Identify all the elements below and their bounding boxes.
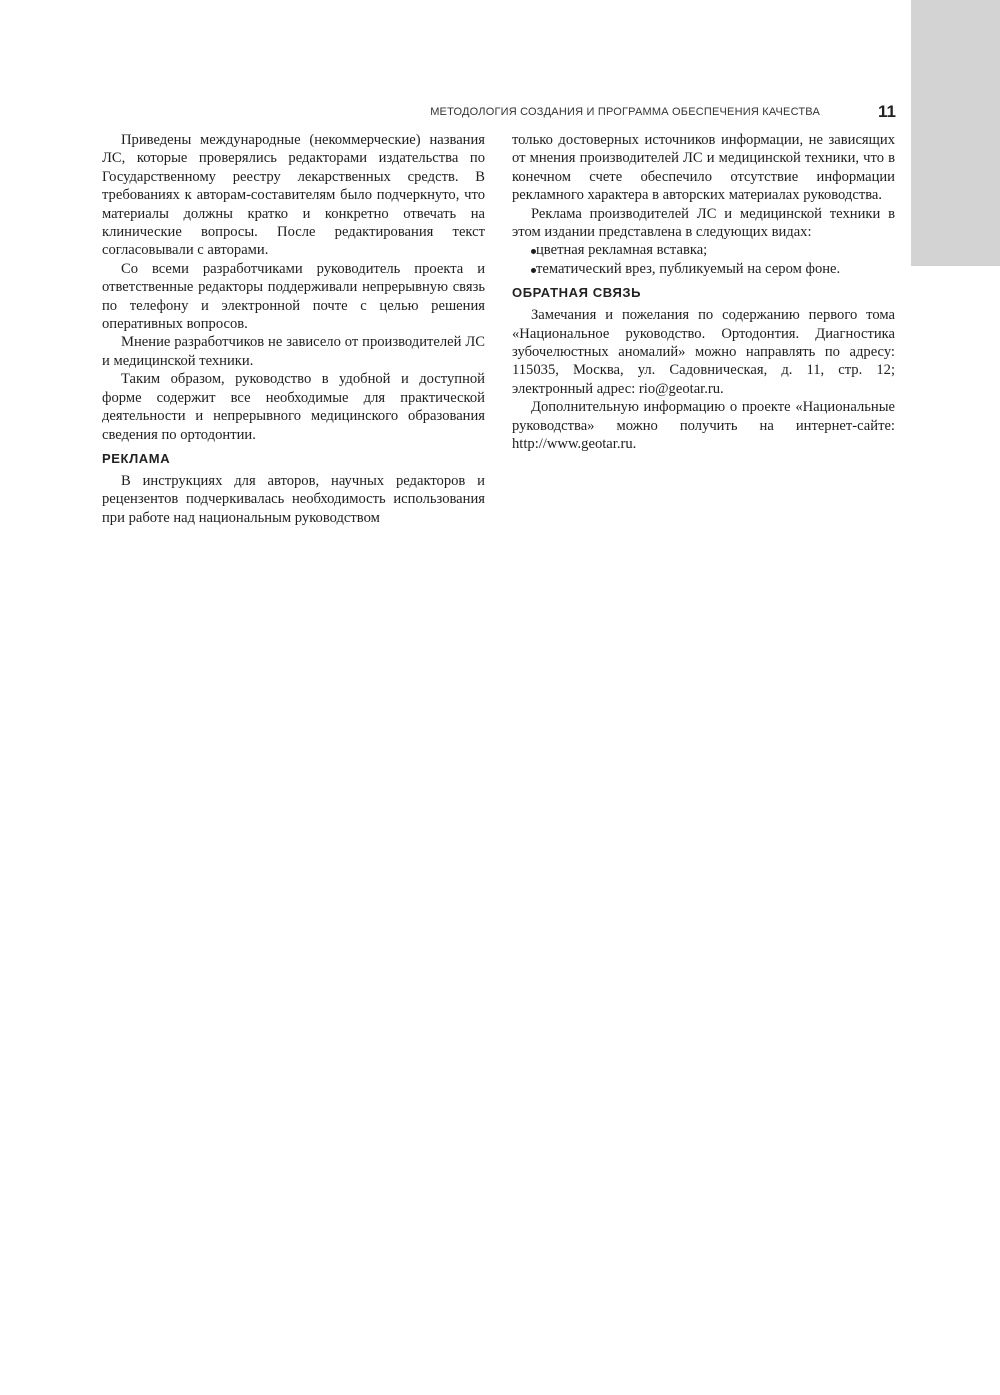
bullet-list — [512, 241, 895, 278]
paragraph: В инструкциях для авторов, научных редакторов и рецензентов подчеркивалась необходимость использования при работе над национальным руководством — [102, 472, 485, 526]
list-item — [512, 241, 895, 259]
bullet-icon — [531, 268, 536, 273]
list-item-text: тематический врез, публикуемый на сером фоне. — [536, 260, 841, 277]
section-heading-feedback: ОБРАТНАЯ СВЯЗЬ — [512, 285, 642, 301]
left-column — [102, 131, 485, 527]
paragraph: Таким образом, руководство в удобной и доступной форме содержит все необходимые для практической деятельности и непрерывного медицинского образования сведения по ортодонтии. — [102, 371, 485, 443]
paragraph-continuation: только достоверных источников информации, не зависящих от мнения производителей ЛС и медицинской техники, что в конечном счете обеспечило отсутствие информации рекламного характера в авторских материалах руководства. — [512, 132, 895, 204]
paragraph: Дополнительную информацию о проекте «Национальные руководства» можно получить на интернет-сайте: http://www.geotar.ru. — [512, 399, 895, 453]
paragraph: Замечания и пожелания по содержанию первого тома «Национальное руководство. Ортодонтия. Диагностика зубочелюстных аномалий» можно направлять по адресу: 115035, Москва, ул. Садовническая, д. 11, стр. 12; электронный адрес: rio@geotar.ru. — [512, 307, 895, 397]
list-item-text: цветная рекламная вставка; — [536, 242, 708, 259]
paragraph: Мнение разработчиков не зависело от производителей ЛС и медицинской техники. — [102, 334, 485, 369]
page-number: 11 — [878, 102, 896, 121]
paragraph: Приведены международные (некоммерческие) названия ЛС, которые проверялись редакторами издательства по Государственному реестру лекарственных средств. В требованиях к авторам-составителям было подчеркнуто, что материалы должны кратко и конкретно отвечать на клинические вопросы. После редактирования текст согласовывали с авторами. — [102, 132, 485, 259]
running-header: МЕТОДОЛОГИЯ СОЗДАНИЯ И ПРОГРАММА ОБЕСПЕЧЕНИЯ КАЧЕСТВА — [430, 106, 820, 118]
paragraph: Реклама производителей ЛС и медицинской техники в этом издании представлена в следующих видах: — [512, 205, 895, 241]
chapter-thumb-tab — [911, 0, 1000, 266]
right-column — [512, 131, 895, 454]
paragraph: Со всеми разработчиками руководитель проекта и ответственные редакторы поддерживали непрерывную связь по телефону и электронной почте с целью решения оперативных вопросов. — [102, 260, 485, 333]
list-item — [512, 260, 895, 278]
section-heading-ads: РЕКЛАМА — [102, 450, 171, 466]
